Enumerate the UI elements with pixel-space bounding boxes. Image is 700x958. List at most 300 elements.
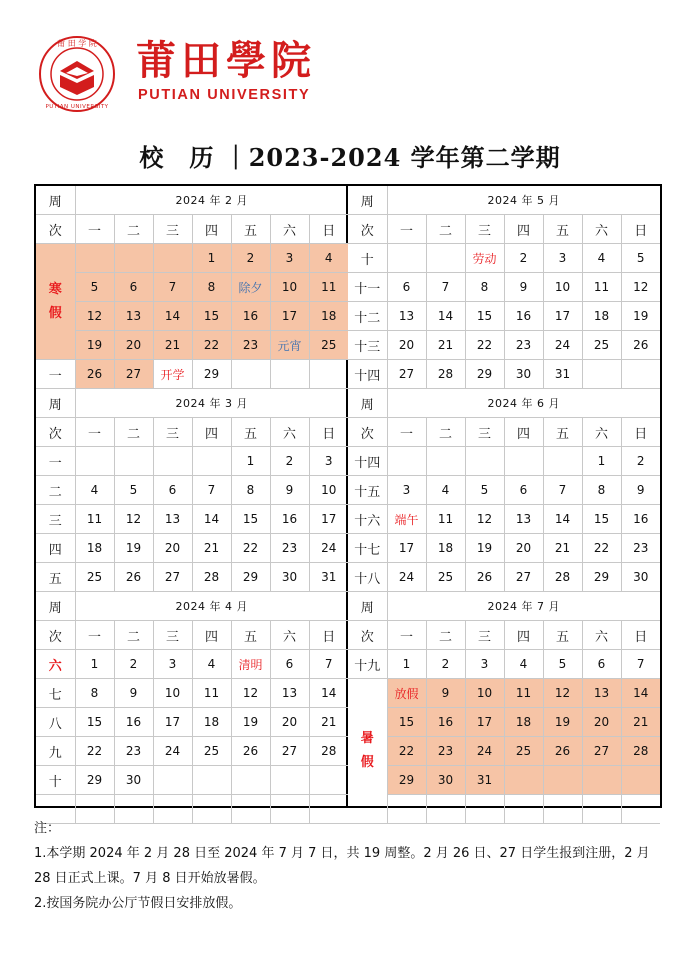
day-cell: 12 [231,679,270,708]
week-number: 五 [36,563,75,592]
day-cell: 23 [504,331,543,360]
weekday-header: 二 [426,215,465,244]
day-cell: 3 [543,244,582,273]
day-cell: 21 [426,331,465,360]
week-row [36,650,348,679]
day-cell: 16 [426,708,465,737]
day-cell [270,360,309,389]
weekday-header-row [348,215,660,244]
week-row [36,244,348,273]
day-cell: 28 [426,360,465,389]
week-row [36,273,348,302]
day-cell: 28 [621,737,660,766]
day-cell: 22 [387,737,426,766]
day-cell [621,766,660,795]
day-cell: 18 [582,302,621,331]
day-cell: 11 [426,505,465,534]
day-cell: 10 [153,679,192,708]
day-cell: 20 [114,331,153,360]
day-cell: 11 [192,679,231,708]
week-header-bottom: 次 [36,621,75,650]
day-cell: 24 [153,737,192,766]
day-cell: 15 [231,505,270,534]
day-cell: 21 [192,534,231,563]
week-row [348,505,660,534]
day-cell: 7 [309,650,348,679]
week-row [36,476,348,505]
day-cell: 12 [543,679,582,708]
day-cell: 25 [75,563,114,592]
week-row [348,447,660,476]
weekday-header: 五 [543,215,582,244]
week-number: 十七 [348,534,387,563]
day-cell: 26 [75,360,114,389]
calendar-table-left [36,186,348,824]
day-cell: 29 [231,563,270,592]
day-cell [153,447,192,476]
weekday-header: 三 [465,215,504,244]
weekday-header: 五 [231,215,270,244]
day-cell: 11 [75,505,114,534]
day-cell: 13 [114,302,153,331]
day-cell: 24 [387,563,426,592]
weekday-header: 一 [387,621,426,650]
day-cell: 22 [192,331,231,360]
weekday-header: 日 [309,418,348,447]
weekday-header: 一 [75,418,114,447]
day-cell: 29 [192,360,231,389]
holiday-marker: 开学 [153,360,192,389]
weekday-header: 三 [153,621,192,650]
day-cell [114,244,153,273]
day-cell: 27 [387,360,426,389]
weekday-header: 六 [270,621,309,650]
day-cell [426,244,465,273]
day-cell [270,766,309,795]
day-cell: 26 [231,737,270,766]
day-cell [153,766,192,795]
day-cell: 7 [426,273,465,302]
week-row [348,766,660,795]
day-cell: 6 [504,476,543,505]
day-cell: 16 [270,505,309,534]
day-cell: 5 [465,476,504,505]
week-header-top: 周 [36,186,75,215]
month-label: 2024 年 2 月 [75,186,348,215]
calendar-table-right [348,186,660,824]
day-cell: 27 [270,737,309,766]
week-row [36,302,348,331]
weekday-header: 日 [309,621,348,650]
day-cell: 1 [387,650,426,679]
day-cell: 17 [270,302,309,331]
day-cell: 4 [582,244,621,273]
day-cell: 4 [504,650,543,679]
day-cell: 20 [387,331,426,360]
week-number: 十四 [348,360,387,389]
day-cell: 14 [153,302,192,331]
notes-heading: 注： [34,821,61,836]
day-cell: 19 [75,331,114,360]
day-cell: 15 [582,505,621,534]
day-cell: 5 [621,244,660,273]
weekday-header: 五 [231,621,270,650]
day-cell: 29 [465,360,504,389]
week-header-bottom: 次 [348,215,387,244]
day-cell: 2 [270,447,309,476]
day-cell: 25 [504,737,543,766]
day-cell: 16 [621,505,660,534]
day-cell: 12 [465,505,504,534]
week-number: 十九 [348,650,387,679]
day-cell: 29 [75,766,114,795]
weekday-header: 一 [387,215,426,244]
day-cell: 19 [231,708,270,737]
weekday-header: 三 [465,418,504,447]
weekday-header: 六 [270,215,309,244]
day-cell: 26 [465,563,504,592]
weekday-header: 日 [309,215,348,244]
week-number: 十四 [348,447,387,476]
week-row [348,708,660,737]
weekday-header: 四 [192,418,231,447]
day-cell [387,447,426,476]
day-cell: 3 [153,650,192,679]
week-header-top: 周 [36,592,75,621]
week-row [36,447,348,476]
weekday-header: 二 [114,621,153,650]
week-row [36,331,348,360]
weekday-header: 六 [582,621,621,650]
week-number: 十二 [348,302,387,331]
note-item: 1.本学期 2024 年 2 月 28 日至 2024 年 7 月 7 日，共 19 周整。2 月 26 日、27 日学生报到注册，2 月 28 日正式上课。7 月 8 日开始放暑假。 [34,846,650,886]
day-cell: 30 [504,360,543,389]
day-cell: 22 [582,534,621,563]
day-cell: 25 [582,331,621,360]
day-cell: 27 [504,563,543,592]
svg-text:莆 田 学 院: 莆 田 学 院 [57,39,97,48]
day-cell: 20 [153,534,192,563]
week-header-top: 周 [348,186,387,215]
day-cell [543,766,582,795]
weekday-header: 四 [504,215,543,244]
week-number: 十五 [348,476,387,505]
month-header-row [36,389,348,418]
day-cell: 25 [192,737,231,766]
day-cell: 19 [543,708,582,737]
day-cell [231,360,270,389]
day-cell: 8 [231,476,270,505]
day-cell: 6 [387,273,426,302]
day-cell: 20 [582,708,621,737]
day-cell [75,447,114,476]
day-cell: 17 [387,534,426,563]
weekday-header-row [36,215,348,244]
day-cell: 24 [543,331,582,360]
holiday-marker: 放假 [387,679,426,708]
weekday-header: 一 [387,418,426,447]
week-number: 九 [36,737,75,766]
weekday-header-row [348,621,660,650]
holiday-marker: 清明 [231,650,270,679]
vacation-week-label [348,679,387,824]
day-cell: 16 [114,708,153,737]
day-cell: 18 [192,708,231,737]
day-cell: 3 [309,447,348,476]
day-cell: 21 [309,708,348,737]
school-calendar [34,184,662,808]
week-header-top: 周 [348,592,387,621]
day-cell: 7 [153,273,192,302]
week-row [348,650,660,679]
vacation-week-label [36,244,75,360]
week-number: 三 [36,505,75,534]
weekday-header: 三 [153,215,192,244]
seal-emblem [38,35,116,113]
day-cell: 14 [192,505,231,534]
day-cell: 3 [270,244,309,273]
day-cell: 2 [426,650,465,679]
day-cell: 8 [75,679,114,708]
day-cell: 6 [582,650,621,679]
weekday-header: 五 [543,418,582,447]
day-cell: 17 [153,708,192,737]
day-cell: 21 [543,534,582,563]
day-cell [426,447,465,476]
day-cell: 29 [387,766,426,795]
day-cell: 10 [309,476,348,505]
day-cell: 2 [231,244,270,273]
day-cell: 11 [504,679,543,708]
weekday-header: 一 [75,215,114,244]
weekday-header: 日 [621,215,660,244]
day-cell: 2 [114,650,153,679]
day-cell: 3 [465,650,504,679]
day-cell: 13 [153,505,192,534]
day-cell: 11 [309,273,348,302]
day-cell: 23 [231,331,270,360]
weekday-header: 一 [75,621,114,650]
weekday-header: 二 [114,215,153,244]
week-number: 十 [348,244,387,273]
day-cell: 3 [387,476,426,505]
day-cell [309,766,348,795]
day-cell: 25 [309,331,348,360]
month-label: 2024 年 7 月 [387,592,660,621]
day-cell: 29 [582,563,621,592]
week-row [36,737,348,766]
week-number: 六 [36,650,75,679]
day-cell: 9 [270,476,309,505]
notes-section [34,816,664,916]
holiday-marker: 除夕 [231,273,270,302]
month-header-row [348,389,660,418]
weekday-header: 四 [504,621,543,650]
day-cell: 24 [465,737,504,766]
day-cell: 31 [465,766,504,795]
week-number: 一 [36,360,75,389]
day-cell [465,447,504,476]
week-header-bottom: 次 [348,418,387,447]
week-row [36,563,348,592]
day-cell: 4 [192,650,231,679]
day-cell: 18 [426,534,465,563]
weekday-header: 六 [582,215,621,244]
day-cell [504,766,543,795]
week-row [36,505,348,534]
day-cell [75,244,114,273]
day-cell [582,766,621,795]
day-cell: 12 [114,505,153,534]
day-cell: 12 [75,302,114,331]
day-cell [114,447,153,476]
day-cell: 16 [504,302,543,331]
day-cell: 18 [75,534,114,563]
day-cell: 27 [153,563,192,592]
school-name-en: PUTIAN UNIVERSITY [138,87,311,103]
calendar-right-column [348,186,660,806]
week-header-top: 周 [36,389,75,418]
day-cell: 14 [426,302,465,331]
week-row [348,360,660,389]
day-cell: 8 [582,476,621,505]
day-cell: 21 [153,331,192,360]
weekday-header-row [36,418,348,447]
note-item: 2.按国务院办公厅节假日安排放假。 [34,896,242,911]
weekday-header: 四 [192,215,231,244]
month-header-row [36,592,348,621]
weekday-header: 三 [465,621,504,650]
week-number: 一 [36,447,75,476]
day-cell: 20 [504,534,543,563]
school-name-cn: 莆田學院 [136,37,316,84]
day-cell: 23 [621,534,660,563]
day-cell: 6 [153,476,192,505]
day-cell: 26 [114,563,153,592]
week-header-top: 周 [348,389,387,418]
calendar-left-column [36,186,348,806]
week-number: 八 [36,708,75,737]
day-cell: 28 [309,737,348,766]
week-row [348,244,660,273]
day-cell: 7 [192,476,231,505]
day-cell: 30 [426,766,465,795]
holiday-marker: 劳动 [465,244,504,273]
day-cell: 20 [270,708,309,737]
day-cell [231,766,270,795]
weekday-header: 六 [270,418,309,447]
day-cell: 14 [621,679,660,708]
week-row [36,679,348,708]
week-number: 二 [36,476,75,505]
day-cell: 17 [309,505,348,534]
vacation-label-text: 寒假 [48,281,62,321]
month-label: 2024 年 4 月 [75,592,348,621]
day-cell: 30 [114,766,153,795]
month-header-row [348,186,660,215]
weekday-header: 四 [192,621,231,650]
day-cell: 18 [309,302,348,331]
week-row [348,331,660,360]
day-cell [621,360,660,389]
day-cell: 6 [114,273,153,302]
week-row [348,273,660,302]
month-header-row [348,592,660,621]
day-cell: 15 [387,708,426,737]
day-cell: 5 [543,650,582,679]
week-row [348,737,660,766]
day-cell: 8 [465,273,504,302]
weekday-header: 日 [621,418,660,447]
day-cell: 4 [426,476,465,505]
day-cell: 22 [75,737,114,766]
day-cell: 30 [270,563,309,592]
weekday-header: 二 [426,621,465,650]
weekday-header: 六 [582,418,621,447]
week-row [348,679,660,708]
day-cell: 2 [504,244,543,273]
calendar-title: 校 历 ｜2023-2024 学年第二学期 [139,143,561,172]
day-cell [582,360,621,389]
day-cell: 9 [426,679,465,708]
weekday-header: 五 [231,418,270,447]
day-cell: 8 [192,273,231,302]
day-cell: 13 [270,679,309,708]
weekday-header: 日 [621,621,660,650]
day-cell: 1 [231,447,270,476]
day-cell: 7 [621,650,660,679]
weekday-header: 三 [153,418,192,447]
day-cell: 14 [309,679,348,708]
day-cell: 27 [114,360,153,389]
svg-text:PUTIAN UNIVERSITY: PUTIAN UNIVERSITY [45,104,109,110]
day-cell: 9 [504,273,543,302]
day-cell: 24 [309,534,348,563]
holiday-marker: 元宵 [270,331,309,360]
day-cell: 28 [192,563,231,592]
day-cell: 15 [465,302,504,331]
day-cell: 15 [75,708,114,737]
week-row [36,360,348,389]
week-number: 十三 [348,331,387,360]
day-cell: 4 [75,476,114,505]
weekday-header: 四 [504,418,543,447]
day-cell: 10 [270,273,309,302]
day-cell: 28 [543,563,582,592]
day-cell: 12 [621,273,660,302]
day-cell [387,244,426,273]
day-cell: 26 [621,331,660,360]
week-header-bottom: 次 [348,621,387,650]
day-cell: 10 [465,679,504,708]
week-header-bottom: 次 [36,418,75,447]
month-header-row [36,186,348,215]
week-number: 四 [36,534,75,563]
month-label: 2024 年 6 月 [387,389,660,418]
weekday-header-row [36,621,348,650]
day-cell: 1 [75,650,114,679]
holiday-marker: 端午 [387,505,426,534]
week-row [348,476,660,505]
day-cell [192,766,231,795]
day-cell [153,244,192,273]
day-cell: 1 [582,447,621,476]
week-row [36,708,348,737]
week-number: 十八 [348,563,387,592]
day-cell [504,447,543,476]
day-cell: 13 [504,505,543,534]
month-label: 2024 年 3 月 [75,389,348,418]
